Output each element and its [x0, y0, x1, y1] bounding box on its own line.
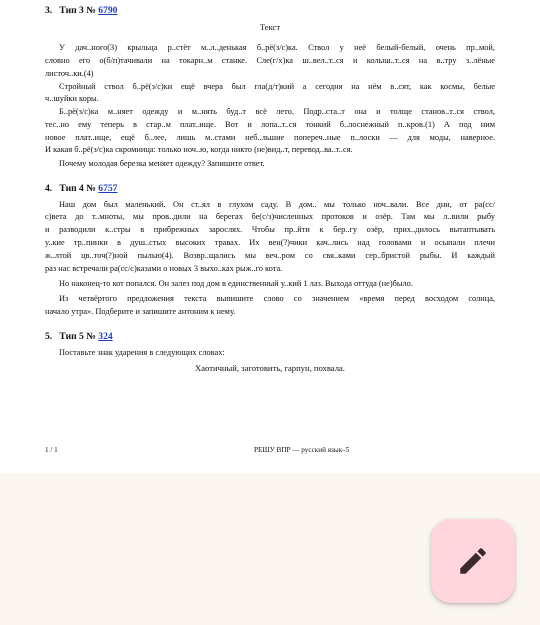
task-label: Тип 4 № [59, 183, 96, 194]
text-line: с)вета до т..мноты, мы пров..дили на берегах бе(с/з)численных протоков и озёр. Там мы л..вили рыбу [45, 212, 495, 221]
text-line: ч..шуйки коры. [45, 94, 99, 103]
text-line: Наш дом был маленький. Он ст..ял в глухом саду. В дом.. мы только ноч..вали. Все дни, от ра(сс/ [59, 200, 495, 209]
question-text: Из четвёртого предложения текста выпишите слово со значением «время перед восходом солнца, [59, 294, 495, 303]
text-line: новое плат..ище, ещё б..лее, лишь м..стами неб..льшие попереч..ные п..лоски — для моды, наверное. [45, 133, 495, 142]
footer-source: РЕШУ ВПР — русский язык–5 [254, 446, 350, 454]
task-5-link[interactable]: 324 [98, 331, 113, 342]
question-text: Почему молодая березка меняет одежду? Запишите ответ. [59, 159, 265, 168]
text-line: словно его о(б/п)тачивали на токарн..м станке. Сле(г/х)ка ш..вел..т..ся и колыш..т..ся на в..тру з..лёные [45, 56, 495, 65]
task-label: Тип 5 № [59, 331, 96, 342]
task-4-link[interactable]: 6757 [98, 183, 118, 194]
instruction-text: Поставьте знак ударения в следующих словах: [59, 348, 225, 357]
edit-fab-button[interactable] [431, 519, 515, 603]
task-number: 4. [45, 183, 53, 194]
question-text: начало утра». Подберите и запишите антоним к нему. [45, 307, 236, 316]
text-line: Стройный ствол б..рё(з/с)ки ещё вчера был гла(д/т)кий а сегодня на нём в..сят, как космы, белые [59, 82, 495, 91]
text-line: У дач..ного(3) крыльца р..стёт м..л..денькая б..рё(з/с)ка. Ствол у неё белый-белый, очень пр..мой, [59, 43, 495, 52]
text-line: Но наконец-то кот попался. Он залез под дом в единственный у..кий 1 лаз. Выхода оттуда (не)было. [59, 279, 413, 288]
task-label: Тип 3 № [59, 5, 96, 16]
task-number: 5. [45, 331, 53, 342]
pencil-icon [456, 544, 490, 578]
text-line: ж..лтой цв..точ(?)ной пылью(4). Возвр..щались мы веч..ром со свя..ками сер..бристой рыбы. И каждый [45, 251, 495, 260]
text-line: тес..но ему теперь в стар..м плат..ище. Вот и лопа..т..ся тонкий б..лоснежный п..кров.(1) А под ним [45, 120, 495, 129]
task-3-header [45, 5, 117, 16]
text-line: и разводили к..стры в прибрежных зарослях. Чтобы пр..йти к бер..гу озёр, прих..дилось вытаптывать [45, 225, 495, 234]
section-title: Текст [259, 22, 281, 32]
text-line: у..кие тр..пинки в душ..стых высоких травах. Их вен(?)чики кач..лись над головами и осыпали плечи [45, 238, 495, 247]
stress-words: Хаотичный, заготовить, гарпун, похвала. [195, 363, 345, 373]
task-number: 3. [45, 5, 53, 16]
page-counter: 1 / 1 [45, 446, 58, 454]
task-4-header [45, 183, 117, 194]
task-3-link[interactable]: 6790 [98, 5, 118, 16]
text-line: Б..рё(з/с)ка м..няет одежду и м..нять буд..т всё лето. Подр..ста..т она и толще станов..т..ся ствол, [59, 107, 495, 116]
task-5-header [45, 331, 113, 342]
text-line: И какая б..рё(з/с)ка скромница: только ноч..ю, когда никто (не)вид..т, перевод..ва..т..ся. [45, 145, 353, 154]
text-line: листоч..ки.(4) [45, 69, 94, 78]
text-line: раз нас встречали ра(сс/с)казами о новых 3 выхо..ках рыж..го кота. [45, 264, 283, 273]
